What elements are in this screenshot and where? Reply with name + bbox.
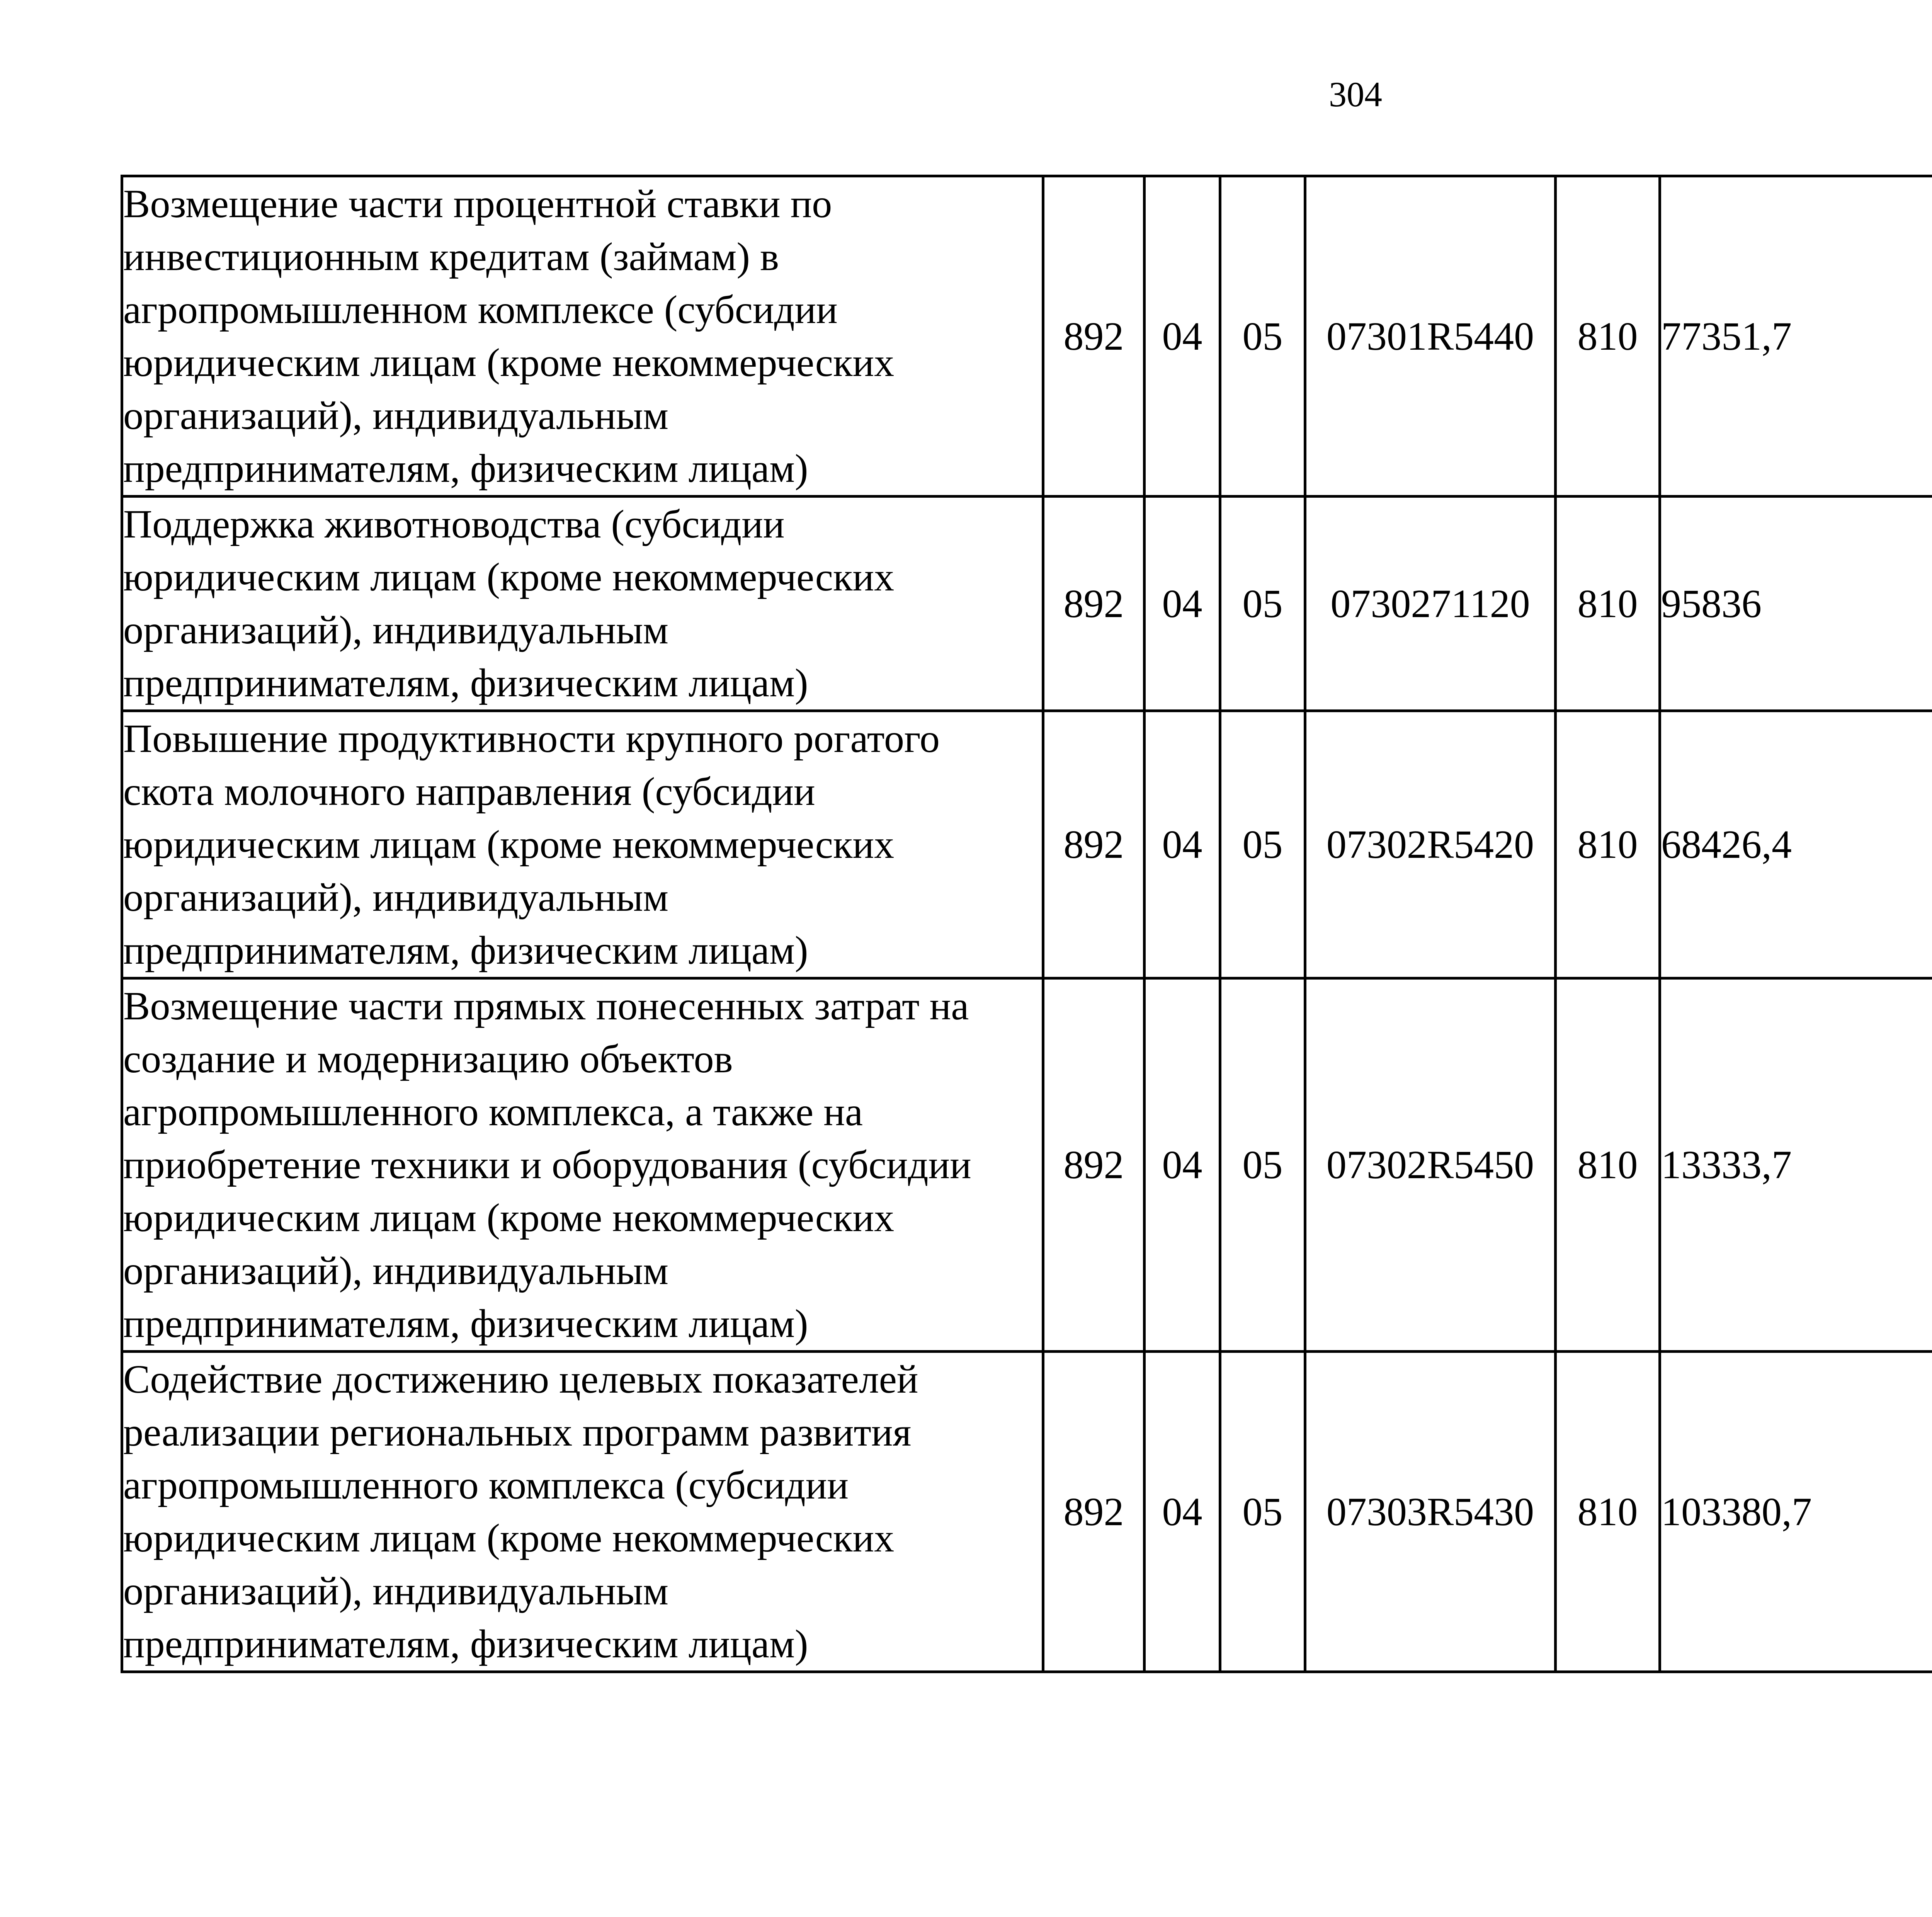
description-line: юридическим лицам (кроме некоммерческих <box>123 1516 895 1560</box>
expense-type-cell: 810 <box>1556 978 1660 1352</box>
expense-type-cell: 810 <box>1556 497 1660 711</box>
section-code-cell: 04 <box>1145 497 1220 711</box>
description-cell <box>122 978 1043 1352</box>
amount-year-1-cell: 77351,7 <box>1660 176 1932 497</box>
section-code-cell: 04 <box>1145 978 1220 1352</box>
description-line: юридическим лицам (кроме некоммерческих <box>123 1196 895 1240</box>
amount-year-1-cell: 95836 <box>1660 497 1932 711</box>
description-line: организаций), индивидуальным <box>123 1569 668 1613</box>
expense-type-cell: 810 <box>1556 711 1660 978</box>
budget-table <box>121 175 1932 1673</box>
description-line: агропромышленном комплексе (субсидии <box>123 287 838 332</box>
table-row <box>122 711 1932 978</box>
description-line: организаций), индивидуальным <box>123 875 668 920</box>
description-line: организаций), индивидуальным <box>123 1249 668 1293</box>
target-article-cell: 0730271120 <box>1305 497 1556 711</box>
ministry-code-cell: 892 <box>1043 1352 1145 1672</box>
description-line: предпринимателям, физическим лицам) <box>123 928 808 973</box>
section-code-cell: 04 <box>1145 1352 1220 1672</box>
description-line: инвестиционным кредитам (займам) в <box>123 235 779 279</box>
table-row <box>122 176 1932 497</box>
target-article-cell: 07302R5450 <box>1305 978 1556 1352</box>
description-line: предпринимателям, физическим лицам) <box>123 1622 808 1666</box>
description-line: предпринимателям, физическим лицам) <box>123 661 808 705</box>
target-article-cell: 07303R5430 <box>1305 1352 1556 1672</box>
section-code-cell: 04 <box>1145 711 1220 978</box>
page-number: 304 <box>1329 75 1382 114</box>
description-line: предпринимателям, физическим лицам) <box>123 446 808 491</box>
ministry-code-cell: 892 <box>1043 497 1145 711</box>
ministry-code-cell: 892 <box>1043 711 1145 978</box>
subsection-code-cell: 05 <box>1220 497 1305 711</box>
description-cell <box>122 497 1043 711</box>
description-line: Возмещение части процентной ставки по <box>123 182 832 226</box>
description-cell <box>122 1352 1043 1672</box>
amount-year-1-cell: 103380,7 <box>1660 1352 1932 1672</box>
amount-year-1-cell: 68426,4 <box>1660 711 1932 978</box>
amount-year-1-cell: 13333,7 <box>1660 978 1932 1352</box>
section-code-cell: 04 <box>1145 176 1220 497</box>
subsection-code-cell: 05 <box>1220 176 1305 497</box>
description-line: Поддержка животноводства (субсидии <box>123 502 785 546</box>
ministry-code-cell: 892 <box>1043 176 1145 497</box>
table-row <box>122 978 1932 1352</box>
description-cell <box>122 711 1043 978</box>
target-article-cell: 07302R5420 <box>1305 711 1556 978</box>
description-line: юридическим лицам (кроме некоммерческих <box>123 822 895 867</box>
description-line: организаций), индивидуальным <box>123 393 668 438</box>
table-row <box>122 1352 1932 1672</box>
description-line: Повышение продуктивности крупного рогатого <box>123 716 940 761</box>
subsection-code-cell: 05 <box>1220 978 1305 1352</box>
description-line: организаций), индивидуальным <box>123 608 668 652</box>
ministry-code-cell: 892 <box>1043 978 1145 1352</box>
description-line: создание и модернизацию объектов <box>123 1037 733 1081</box>
description-cell <box>122 176 1043 497</box>
target-article-cell: 07301R5440 <box>1305 176 1556 497</box>
expense-type-cell: 810 <box>1556 1352 1660 1672</box>
description-line: юридическим лицам (кроме некоммерческих <box>123 340 895 385</box>
description-line: Возмещение части прямых понесенных затрат на <box>123 984 969 1028</box>
description-line: реализации региональных программ развития <box>123 1410 912 1454</box>
expense-type-cell: 810 <box>1556 176 1660 497</box>
subsection-code-cell: 05 <box>1220 711 1305 978</box>
description-line: скота молочного направления (субсидии <box>123 769 815 814</box>
description-line: юридическим лицам (кроме некоммерческих <box>123 555 895 599</box>
table-row <box>122 497 1932 711</box>
description-line: агропромышленного комплекса, а также на <box>123 1090 863 1134</box>
description-line: Содействие достижению целевых показателей <box>123 1357 918 1402</box>
description-line: агропромышленного комплекса (субсидии <box>123 1463 849 1507</box>
description-line: приобретение техники и оборудования (субсидии <box>123 1143 971 1187</box>
subsection-code-cell: 05 <box>1220 1352 1305 1672</box>
description-line: предпринимателям, физическим лицам) <box>123 1301 808 1346</box>
